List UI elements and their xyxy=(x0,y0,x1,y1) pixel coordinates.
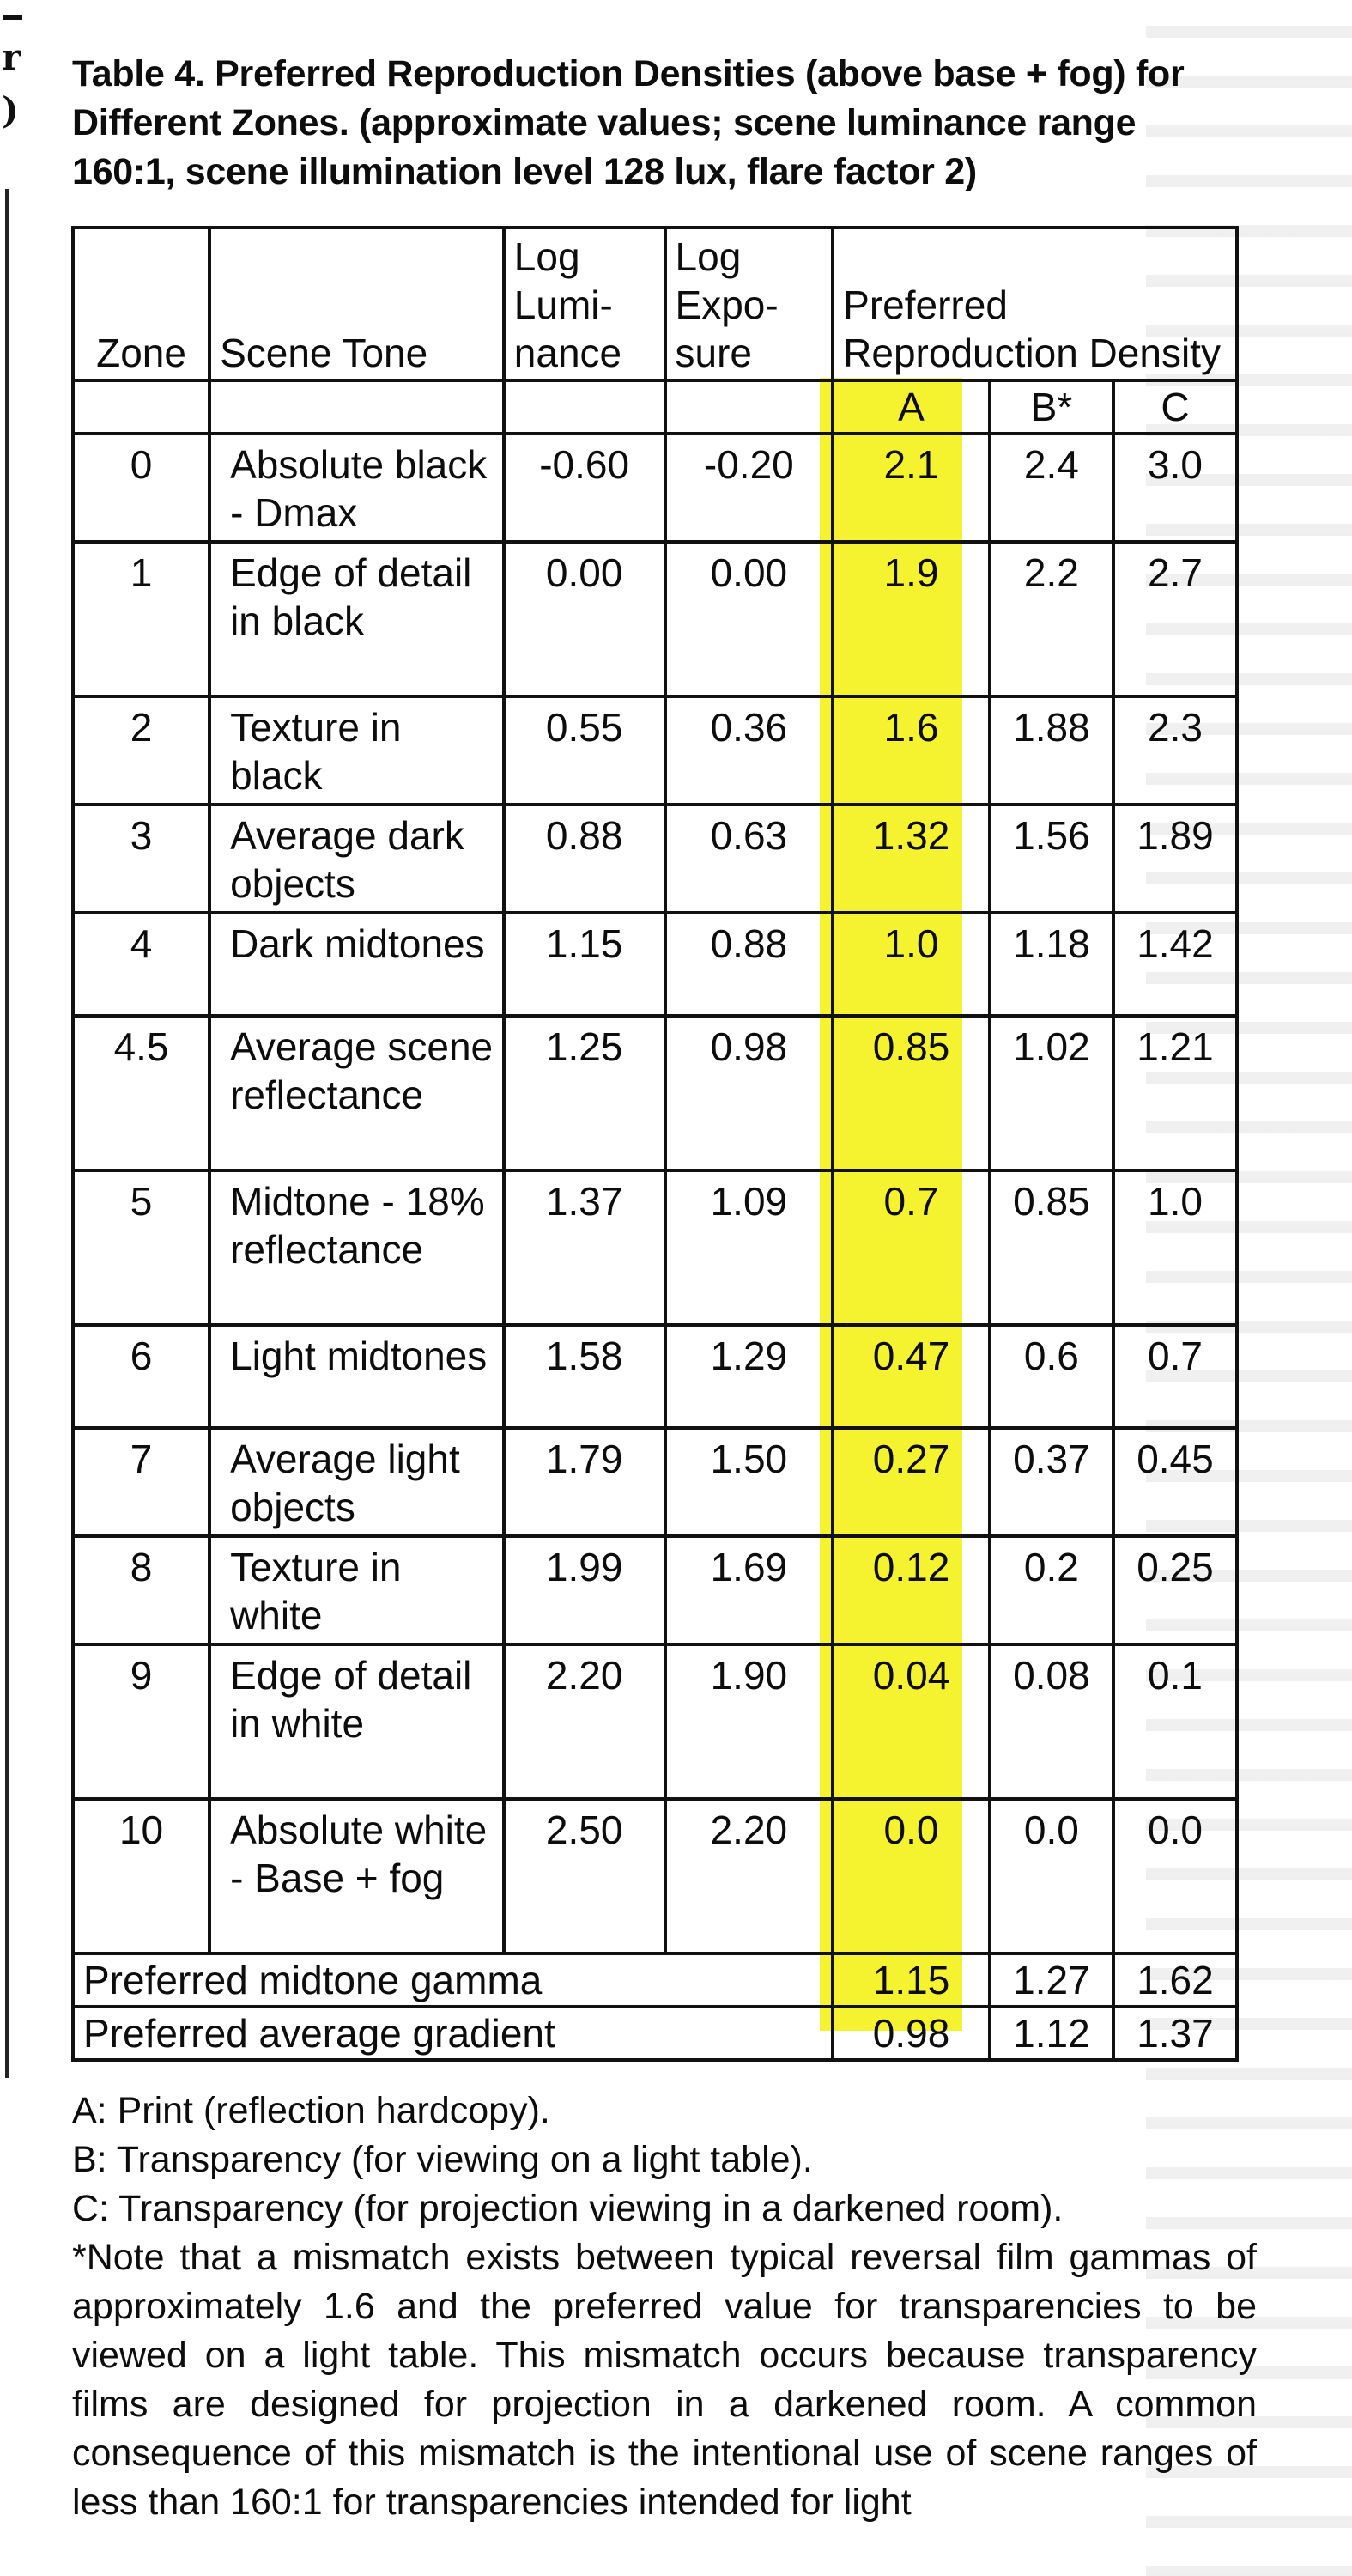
edge-rule xyxy=(5,189,9,2078)
cell-scene-tone: Absolute white - Base + fog xyxy=(209,1799,504,1953)
header-col-b: B* xyxy=(990,380,1113,434)
table-row xyxy=(73,696,1237,805)
cell-density-b: 1.88 xyxy=(990,696,1113,805)
cell-density-b: 1.18 xyxy=(990,913,1113,1016)
table-row xyxy=(73,1325,1237,1428)
table-row xyxy=(73,805,1237,913)
cell-density-a: 0.0 xyxy=(833,1799,990,1953)
summary-row-gradient xyxy=(73,2007,1237,2060)
cell-density-a: 1.6 xyxy=(833,696,990,805)
cell-log-luminance: 2.50 xyxy=(504,1799,665,1953)
header-col-c: C xyxy=(1113,380,1237,434)
cell-density-c: 1.0 xyxy=(1113,1170,1237,1325)
cell-density-c: 0.25 xyxy=(1113,1536,1237,1644)
cell-density-b: 0.08 xyxy=(990,1644,1113,1799)
cell-scene-tone: Average scene reflectance xyxy=(209,1016,504,1170)
cell-scene-tone: Average dark objects xyxy=(209,805,504,913)
cell-density-a: 0.47 xyxy=(833,1325,990,1428)
cell-zone: 2 xyxy=(73,696,209,805)
table-row xyxy=(73,1016,1237,1170)
cell-density-b: 0.37 xyxy=(990,1428,1113,1536)
subheader-blank-lum xyxy=(504,380,665,434)
table-row xyxy=(73,1644,1237,1799)
cell-zone: 8 xyxy=(73,1536,209,1644)
cell-density-b: 0.2 xyxy=(990,1536,1113,1644)
table-row xyxy=(73,1536,1237,1644)
left-page-edge xyxy=(0,0,29,2576)
subheader-blank-zone xyxy=(73,380,209,434)
cell-log-luminance: 1.15 xyxy=(504,913,665,1016)
cell-density-a: 2.1 xyxy=(833,434,990,542)
cell-density-a: 0.12 xyxy=(833,1536,990,1644)
header-zone: Zone xyxy=(73,228,209,380)
cell-log-exposure: 0.36 xyxy=(665,696,834,805)
cell-log-exposure: 1.09 xyxy=(665,1170,834,1325)
cell-density-c: 2.7 xyxy=(1113,542,1237,696)
cell-density-c: 0.0 xyxy=(1113,1799,1237,1953)
note-a: A: Print (reflection hardcopy). xyxy=(72,2090,550,2131)
cell-density-b: 0.6 xyxy=(990,1325,1113,1428)
header-scene-tone: Scene Tone xyxy=(209,228,504,380)
cell-density-c: 0.45 xyxy=(1113,1428,1237,1536)
summary-value-c: 1.62 xyxy=(1113,1953,1237,2007)
cell-zone: 10 xyxy=(73,1799,209,1953)
density-table xyxy=(71,226,1239,2062)
table-subheader-row xyxy=(73,380,1237,434)
table-notes xyxy=(72,2087,1257,2527)
header-preferred-density: Preferred Reproduction Density xyxy=(833,228,1237,380)
note-b: B: Transparency (for viewing on a light table). xyxy=(72,2139,813,2180)
edge-letter-r: r xyxy=(2,36,21,78)
cell-density-a: 1.0 xyxy=(833,913,990,1016)
cell-density-b: 0.0 xyxy=(990,1799,1113,1953)
cell-density-b: 2.2 xyxy=(990,542,1113,696)
header-log-luminance: Log Lumi- nance xyxy=(504,228,665,380)
cell-density-a: 0.7 xyxy=(833,1170,990,1325)
cell-density-b: 1.02 xyxy=(990,1016,1113,1170)
note-c: C: Transparency (for projection viewing in a darkened room). xyxy=(72,2188,1064,2229)
cell-scene-tone: Midtone - 18% reflectance xyxy=(209,1170,504,1325)
cell-zone: 4.5 xyxy=(73,1016,209,1170)
cell-log-exposure: 1.69 xyxy=(665,1536,834,1644)
cell-log-exposure: 0.88 xyxy=(665,913,834,1016)
cell-log-luminance: 1.25 xyxy=(504,1016,665,1170)
cell-density-c: 1.21 xyxy=(1113,1016,1237,1170)
cell-scene-tone: Texture in white xyxy=(209,1536,504,1644)
cell-zone: 0 xyxy=(73,434,209,542)
cell-density-c: 0.7 xyxy=(1113,1325,1237,1428)
summary-value-b: 1.27 xyxy=(990,1953,1113,2007)
cell-log-exposure: 1.29 xyxy=(665,1325,834,1428)
table-row xyxy=(73,913,1237,1016)
summary-value-a: 1.15 xyxy=(833,1953,990,2007)
cell-scene-tone: Average light objects xyxy=(209,1428,504,1536)
cell-zone: 9 xyxy=(73,1644,209,1799)
cell-density-c: 1.89 xyxy=(1113,805,1237,913)
cell-log-luminance: 2.20 xyxy=(504,1644,665,1799)
cell-density-b: 0.85 xyxy=(990,1170,1113,1325)
cell-density-b: 2.4 xyxy=(990,434,1113,542)
table-row xyxy=(73,434,1237,542)
cell-scene-tone: Edge of detail in white xyxy=(209,1644,504,1799)
cell-log-luminance: 0.55 xyxy=(504,696,665,805)
cell-density-c: 3.0 xyxy=(1113,434,1237,542)
note-mismatch: *Note that a mismatch exists between typical reversal film gammas of approximately 1.6 and the preferred value for transparencies to be viewed on a light table. This mismatch occurs because transparency films are designed for projection in a darkened room. A common consequence of this mismatch is the intentional use of scene ranges of less than 160:1 for transparencies intended for light xyxy=(72,2237,1257,2523)
summary-value-b: 1.12 xyxy=(990,2007,1113,2060)
table-row xyxy=(73,1799,1237,1953)
summary-row-gamma xyxy=(73,1953,1237,2007)
table-row xyxy=(73,1170,1237,1325)
cell-log-exposure: 0.00 xyxy=(665,542,834,696)
subheader-blank-exp xyxy=(665,380,834,434)
cell-log-luminance: 1.79 xyxy=(504,1428,665,1536)
cell-log-luminance: 1.99 xyxy=(504,1536,665,1644)
summary-label: Preferred midtone gamma xyxy=(73,1953,833,2007)
cell-scene-tone: Absolute black - Dmax xyxy=(209,434,504,542)
cell-density-a: 0.04 xyxy=(833,1644,990,1799)
cell-density-a: 0.85 xyxy=(833,1016,990,1170)
cell-log-exposure: 2.20 xyxy=(665,1799,834,1953)
cell-density-a: 0.27 xyxy=(833,1428,990,1536)
header-col-a: A xyxy=(833,380,990,434)
cell-density-b: 1.56 xyxy=(990,805,1113,913)
cell-scene-tone: Texture in black xyxy=(209,696,504,805)
table-header-row xyxy=(73,228,1237,380)
cell-scene-tone: Dark midtones xyxy=(209,913,504,1016)
cell-scene-tone: Edge of detail in black xyxy=(209,542,504,696)
cell-density-a: 1.9 xyxy=(833,542,990,696)
table-row xyxy=(73,1428,1237,1536)
cell-density-c: 0.1 xyxy=(1113,1644,1237,1799)
subheader-blank-tone xyxy=(209,380,504,434)
summary-value-c: 1.37 xyxy=(1113,2007,1237,2060)
cell-density-c: 2.3 xyxy=(1113,696,1237,805)
edge-dash xyxy=(3,15,22,20)
cell-zone: 6 xyxy=(73,1325,209,1428)
cell-log-exposure: -0.20 xyxy=(665,434,834,542)
cell-log-luminance: -0.60 xyxy=(504,434,665,542)
cell-zone: 7 xyxy=(73,1428,209,1536)
cell-zone: 5 xyxy=(73,1170,209,1325)
cell-density-a: 1.32 xyxy=(833,805,990,913)
header-log-exposure: Log Expo- sure xyxy=(665,228,834,380)
summary-label: Preferred average gradient xyxy=(73,2007,833,2060)
cell-log-exposure: 1.90 xyxy=(665,1644,834,1799)
edge-letter-paren: ) xyxy=(2,89,19,131)
cell-log-luminance: 1.58 xyxy=(504,1325,665,1428)
cell-log-exposure: 0.63 xyxy=(665,805,834,913)
cell-log-luminance: 0.88 xyxy=(504,805,665,913)
cell-density-c: 1.42 xyxy=(1113,913,1237,1016)
cell-log-exposure: 1.50 xyxy=(665,1428,834,1536)
table-caption: Table 4. Preferred Reproduction Densities (above base + fog) for Different Zones. (approximate values; scene luminance range 160:1, scene illumination level 128 lux, flare factor 2) xyxy=(72,53,1185,192)
cell-zone: 3 xyxy=(73,805,209,913)
cell-log-exposure: 0.98 xyxy=(665,1016,834,1170)
cell-scene-tone: Light midtones xyxy=(209,1325,504,1428)
cell-log-luminance: 1.37 xyxy=(504,1170,665,1325)
table-row xyxy=(73,542,1237,696)
summary-value-a: 0.98 xyxy=(833,2007,990,2060)
cell-zone: 1 xyxy=(73,542,209,696)
cell-zone: 4 xyxy=(73,913,209,1016)
cell-log-luminance: 0.00 xyxy=(504,542,665,696)
